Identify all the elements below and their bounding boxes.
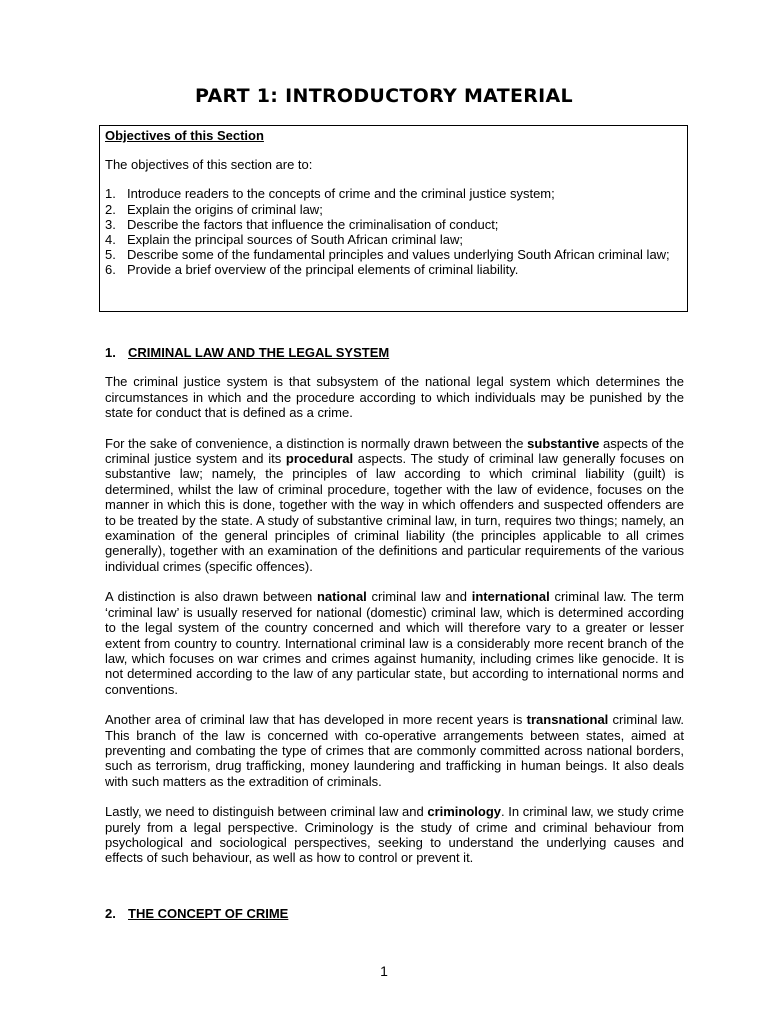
objective-item	[105, 186, 683, 201]
text-run: criminal law. The term ‘criminal law’ is usually reserved for national (domestic) criminal law, which is determined according to the legal system of the country concerned and which will therefore vary to a greater or lesser extent from country to country. International criminal law is a considerably more recent branch of the law, which focuses on war crimes and crimes against humanity, including crimes like genocide. It is not determined according to the law of any particular state, but according to international norms and conventions.	[105, 589, 684, 697]
text-run: aspects of the criminal justice system and its	[105, 435, 684, 467]
section-2-title: THE CONCEPT OF CRIME	[128, 905, 289, 921]
objective-number: 5.	[105, 247, 116, 263]
section-1-title: CRIMINAL LAW AND THE LEGAL SYSTEM	[128, 345, 390, 360]
term-national: national	[316, 589, 367, 605]
text-run: Another area of criminal law that has developed in more recent years is	[105, 712, 527, 728]
term-criminology: criminology	[427, 804, 502, 820]
objective-number: 1.	[105, 186, 116, 202]
text-run: For the sake of convenience, a distinction is normally drawn between the	[105, 435, 528, 451]
term-international: international	[471, 589, 550, 605]
text-run: Lastly, we need to distinguish between criminal law and	[105, 804, 428, 820]
document-body	[105, 345, 684, 935]
objective-text: Explain the origins of criminal law;	[127, 201, 323, 217]
term-procedural: procedural	[285, 451, 354, 467]
section-1-paragraph-3	[105, 589, 684, 697]
objective-item	[105, 217, 683, 232]
text-run: criminal law and	[366, 589, 472, 605]
objective-text: Provide a brief overview of the principal elements of criminal liability.	[127, 262, 519, 278]
section-1-paragraph-4	[105, 712, 684, 789]
objective-number: 6.	[105, 262, 116, 278]
objective-number: 2.	[105, 201, 116, 217]
objective-item	[105, 202, 683, 217]
objective-number: 4.	[105, 232, 116, 248]
text-run: aspects. The study of criminal law generally focuses on substantive law; namely, the principles of law according to which criminal liability (guilt) is determined, whilst the law of criminal procedure, together with the law of evidence, focuses on the manner in which this is done, together with the way in which offenders and suspected offenders are to be treated by the state. A study of substantive criminal law, in turn, requires two things; namely, an examination of the general principles of criminal liability (the principles applicable to all crimes generally), together with an examination of the definitions and particular requirements of the various individual crimes (specific offences).	[105, 451, 684, 574]
section-1-paragraph-1: The criminal justice system is that subsystem of the national legal system which determines the circumstances in which and the procedure according to which individuals may be punished by the state for conduct that is defined as a crime.	[105, 374, 684, 421]
objectives-list	[105, 186, 683, 277]
objectives-intro: The objectives of this section are to:	[105, 157, 313, 173]
text-run: . In criminal law, we study crime purely from a legal perspective. Criminology is the study of crime and criminal behaviour from psychological and sociological perspectives, seeking to understand the underlying causes and effects of such behaviour, as well as how to control or prevent it.	[105, 804, 684, 866]
page-number: 1	[380, 963, 388, 979]
text-run: A distinction is also drawn between	[105, 589, 317, 605]
term-substantive: substantive	[527, 435, 600, 451]
text-run: criminal law. This branch of the law is concerned with co-operative arrangements between states, aimed at preventing and combating the type of crimes that are commonly committed across national borders, such as terrorism, drug trafficking, money laundering and trafficking in human beings. It also deals with such matters as the extradition of criminals.	[105, 712, 684, 789]
objective-item	[105, 247, 683, 262]
objective-item	[105, 232, 683, 247]
objective-number: 3.	[105, 216, 116, 232]
section-1-paragraph-5	[105, 804, 684, 866]
section-2-heading	[105, 906, 684, 921]
objective-item	[105, 262, 683, 277]
objectives-box	[99, 125, 688, 312]
term-transnational: transnational	[526, 712, 609, 728]
objective-text: Explain the principal sources of South African criminal law;	[127, 232, 463, 248]
page-title: PART 1: INTRODUCTORY MATERIAL	[195, 85, 573, 107]
objective-text: Introduce readers to the concepts of crime and the criminal justice system;	[127, 186, 555, 202]
objective-text: Describe some of the fundamental principles and values underlying South African criminal law;	[127, 247, 670, 263]
objectives-heading: Objectives of this Section	[105, 128, 264, 143]
section-1-paragraph-2	[105, 436, 684, 575]
section-1-number: 1.	[105, 345, 116, 360]
objective-text: Describe the factors that influence the criminalisation of conduct;	[127, 216, 499, 232]
section-2-number: 2.	[105, 905, 116, 921]
section-1-heading	[105, 345, 684, 360]
